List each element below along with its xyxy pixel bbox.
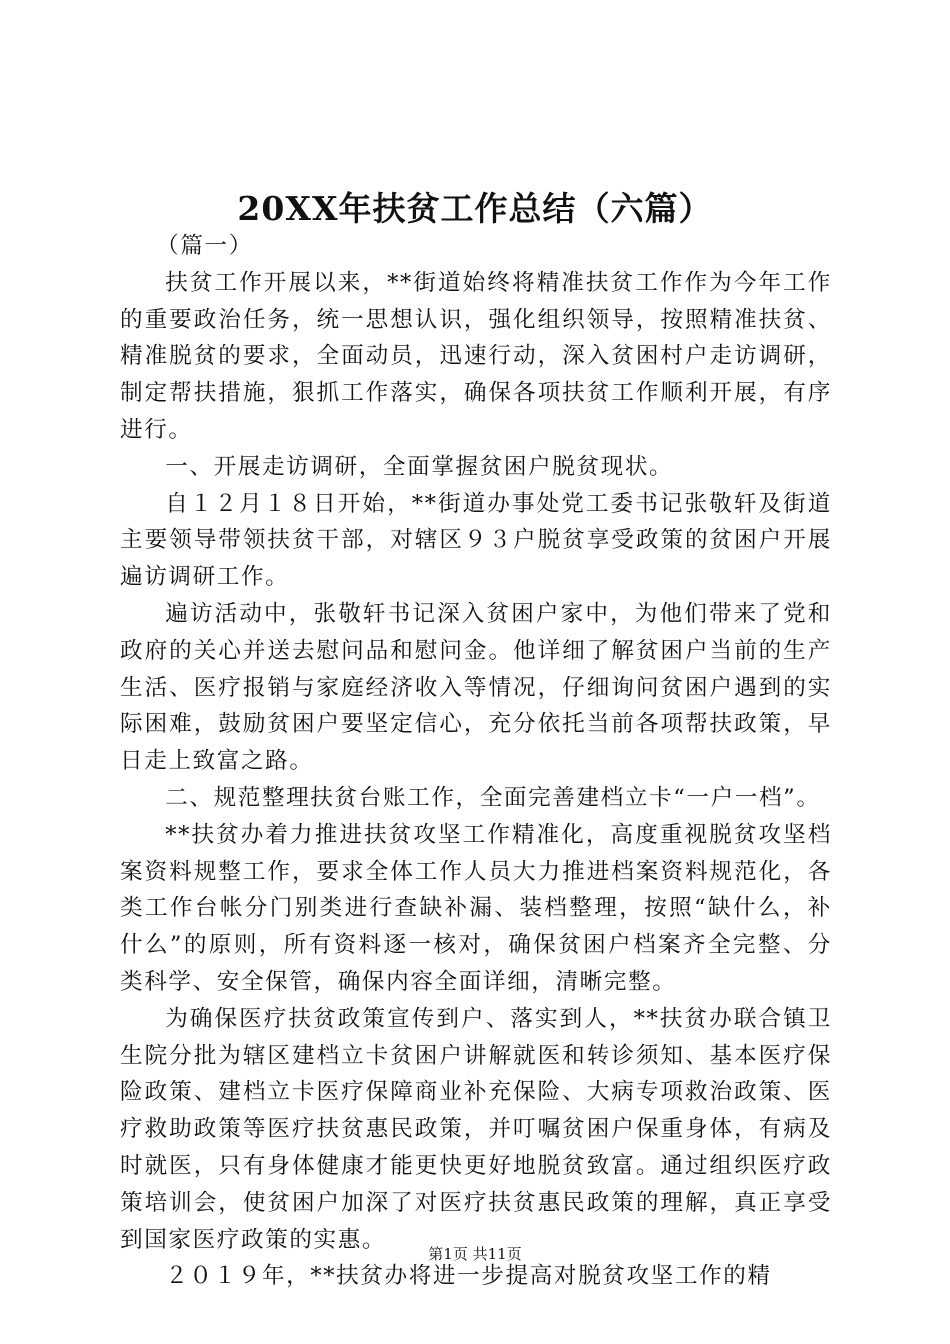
paragraph: 扶贫工作开展以来，**街道始终将精准扶贫工作作为今年工作的重要政治任务，统一思想认识，强化组织领导，按照精准扶贫、精准脱贫的要求，全面动员，迅速行动，深入贫困村户走访调研，制定帮扶措施，狠抓工作落实，确保各项扶贫工作顺利开展，有序进行。 (120, 269, 832, 443)
paragraph: **扶贫办着力推进扶贫攻坚工作精准化，高度重视脱贫攻坚档案资料规整工作，要求全体工作人员大力推进档案资料规范化，各类工作台帐分门别类进行查缺补漏、装档整理，按照“缺什么，补什么”的原则，所有资料逐一核对，确保贫困户档案齐全完整、分类科学、安全保管，确保内容全面详细，清晰完整。 (120, 821, 832, 995)
paragraph: 遍访活动中，张敬轩书记深入贫困户家中，为他们带来了党和政府的关心并送去慰问品和慰问金。他详细了解贫困户当前的生产生活、医疗报销与家庭经济收入等情况，仔细询问贫困户遇到的实际困难，鼓励贫困户要坚定信心，充分依托当前各项帮扶政策，早日走上致富之路。 (120, 600, 832, 775)
paragraph: ２０１９年，**扶贫办将进一步提高对脱贫攻坚工作的精 (165, 1263, 772, 1290)
document-title: 20XX年扶贫工作总结（六篇） (237, 189, 713, 228)
page-number-footer: 第1页 共11页 (428, 1245, 522, 1263)
section-heading: 一、开展走访调研，全面掌握贫困户脱贫现状。 (165, 453, 674, 480)
document-body (120, 228, 832, 1295)
section-heading: 二、规范整理扶贫台账工作，全面完善建档立卡“一户一档”。 (165, 784, 821, 811)
section-label: （篇一） (156, 233, 253, 259)
paragraph: 自１２月１８日开始，**街道办事处党工委书记张敬轩及街道主要领导带领扶贫干部，对辖区９３户脱贫享受政策的贫困户开展遍访调研工作。 (120, 490, 832, 591)
paragraph: 为确保医疗扶贫政策宣传到户、落实到人，**扶贫办联合镇卫生院分批为辖区建档立卡贫困户讲解就医和转诊须知、基本医疗保险政策、建档立卡医疗保障商业补充保险、大病专项救治政策、医疗救助政策等医疗扶贫惠民政策，并叮嘱贫困户保重身体，有病及时就医，只有身体健康才能更快更好地脱贫致富。通过组织医疗政策培训会，使贫困户加深了对医疗扶贫惠民政策的理解，真正享受到国家医疗政策的实惠。 (120, 1005, 832, 1253)
